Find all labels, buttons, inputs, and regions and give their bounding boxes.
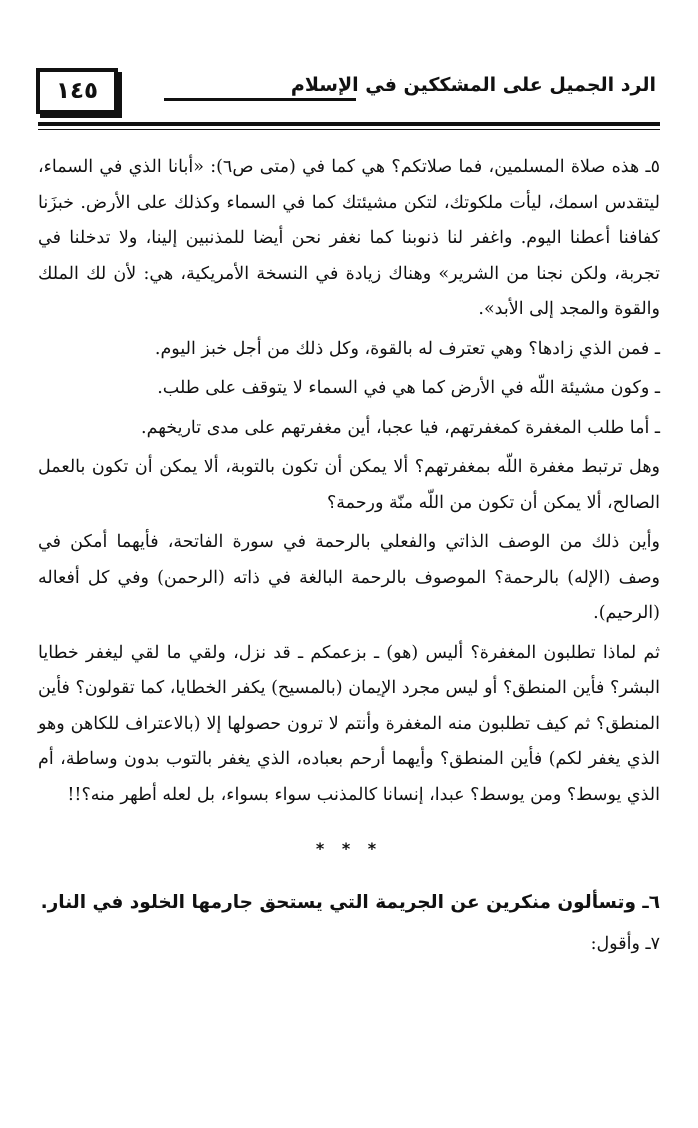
header-rule-thick [38,122,660,126]
item-6-heading: ٦ـ وتسألون منكرين عن الجريمة التي يستحق جارمها الخلود في النار. [40,891,660,913]
paragraph-item-5: ٥ـ هذه صلاة المسلمين، فما صلاتكم؟ هي كما في (متى ص٦): «أبانا الذي في السماء، ليتقدس اسمك، ليأت ملكوتك، لتكن مشيئتك كما في السماء وكذلك على الأرض. خبزَنا كفافنا أعطنا اليوم. واغفر لنا ذنوبنا كما نغفر نحن أيضا للمذنبين إلينا، ولا تدخلنا في تجربة، ولكن نجنا من الشرير» وهناك زيادة في النسخة الأمريكية، هي: لأن لك الملك والقوة والمجد إلى الأبد». [38,157,661,319]
section-separator: * * * [315,839,383,858]
header-rule-thin [38,129,660,130]
paragraph-why-forgiveness: ثم لماذا تطلبون المغفرة؟ أليس (هو) ـ بزعمكم ـ قد نزل، ولقي ما لقي ليغفر خطايا البشر؟ فأين المنطق؟ أو ليس مجرد الإيمان (بالمسيح) يكفر الخطايا، كما تقولون؟ فأين المنطق؟ ثم كيف تطلبون منه المغفرة وأنتم لا ترون حصولها إلا (بالاعتراف للكاهن وهو الذي يغفر لكم) فأين المنطق؟ وأيهما أرحم بعباده، الذي يغفر بالتوب بدون وساطة، أم الذي يوسط؟ ومن يوسط؟ عبدا، إنسانا كالمذنب سواء بسواء، بل لعله أطهر منه؟!! [38,642,660,805]
paragraph-divine-will: ـ وكون مشيئة اللّه في الأرض كما هي في السماء لا يتوقف على طلب. [157,378,660,398]
paragraph-forgiveness-link: وهل ترتبط مغفرة اللّه بمغفرتهم؟ ألا يمكن أن تكون بالتوبة، ألا يمكن أن تكون بالعمل الصالح، ألا يمكن أن تكون من اللّه منّة ورحمة؟ [38,457,660,513]
paragraph-forgiveness-request: ـ أما طلب المغفرة كمغفرتهم، فيا عجبا، أين مغفرتهم على مدى تاريخهم. [141,417,660,438]
paragraph-who-added: ـ فمن الذي زادها؟ وهي تعترف له بالقوة، وكل ذلك من أجل خبز اليوم. [154,338,660,359]
header-rule-short [164,98,356,101]
running-title: الرد الجميل على المشككين في الإسلام [290,74,656,96]
page-number-box [36,68,118,114]
page-number: ١٤٥ [55,78,99,104]
paragraph-fatiha-mercy: وأين ذلك من الوصف الذاتي والفعلي بالرحمة في سورة الفاتحة، فأيهما أمكن في وصف (الإله) بالرحمة؟ الموصوف بالرحمة البالغة في ذاته (الرحمن) وفي كل أفعاله (الرحيم). [38,532,660,623]
page-body [38,150,660,962]
item-7-start: ٧ـ وأقول: [590,933,660,954]
